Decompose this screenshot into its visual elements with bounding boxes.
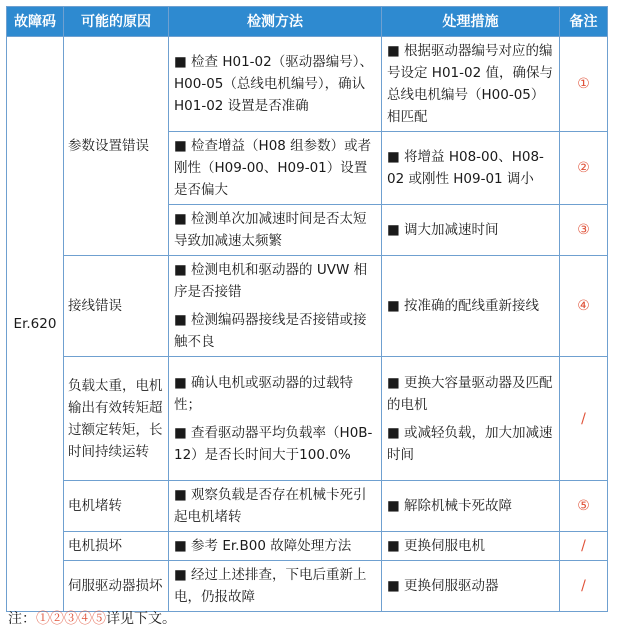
note-cell: / [560, 561, 608, 612]
cause-cell: 电机堵转 [64, 481, 169, 532]
action-cell: ■ 根据驱动器编号对应的编号设定 H01-02 值，确保与总线电机编号（H00-05）相匹配 [382, 37, 560, 132]
action-cell: ■ 解除机械卡死故障 [382, 481, 560, 532]
note-cell: ④ [560, 256, 608, 357]
action-cell: ■ 将增益 H08-00、H08-02 或刚性 H09-01 调小 [382, 132, 560, 205]
footnote-marks: ①②③④⑤ [36, 611, 106, 627]
check-cell: ■ 检测单次加减速时间是否太短导致加减速太频繁 [169, 205, 382, 256]
cause-cell: 参数设置错误 [64, 37, 169, 256]
check-cell [169, 357, 382, 481]
footnote-prefix: 注： [8, 611, 36, 627]
cause-cell: 接线错误 [64, 256, 169, 357]
table-row [7, 481, 608, 532]
action-line: ■ 按准确的配线重新接线 [387, 298, 540, 314]
note-cell: ② [560, 132, 608, 205]
cause-cell: 负载太重，电机输出有效转矩超过额定转矩，长时间持续运转 [64, 357, 169, 481]
footnote [8, 608, 176, 628]
check-line: ■ 查看驱动器平均负载率（H0B-12）是否长时间大于100.0% [174, 424, 373, 463]
action-line: ■ 更换大容量驱动器及匹配的电机 [387, 374, 553, 413]
action-cell: ■ 更换伺服驱动器 [382, 561, 560, 612]
note-cell: / [560, 357, 608, 481]
header-remark: 备注 [560, 7, 608, 37]
check-cell: ■ 参考 Er.B00 故障处理方法 [169, 532, 382, 561]
footnote-suffix: 详见下文。 [106, 611, 176, 627]
table-row [7, 561, 608, 612]
check-line: ■ 检测电机和驱动器的 UVW 相序是否接错 [174, 262, 368, 300]
table-row [7, 256, 608, 357]
check-cell [169, 256, 382, 357]
action-line: ■ 或减轻负载，加大加减速时间 [387, 424, 553, 463]
cause-cell: 电机损坏 [64, 532, 169, 561]
note-cell: ③ [560, 205, 608, 256]
check-cell: ■ 检查增益（H08 组参数）或者刚性（H09-00、H09-01）设置是否偏大 [169, 132, 382, 205]
check-cell: ■ 观察负载是否存在机械卡死引起电机堵转 [169, 481, 382, 532]
table-row [7, 532, 608, 561]
check-line: ■ 确认电机或驱动器的过载特性； [174, 374, 354, 413]
header-cause: 可能的原因 [64, 7, 169, 37]
fault-code-cell: Er.620 [7, 37, 64, 612]
note-cell: ① [560, 37, 608, 132]
check-cell: ■ 经过上述排查，下电后重新上电，仍报故障 [169, 561, 382, 612]
action-cell: ■ 更换伺服电机 [382, 532, 560, 561]
note-cell: / [560, 532, 608, 561]
cause-cell: 伺服驱动器损坏 [64, 561, 169, 612]
check-line: ■ 检测编码器接线是否接错或接触不良 [174, 312, 367, 350]
table-header-row [7, 7, 608, 37]
table-row [7, 37, 608, 132]
header-check-method: 检测方法 [169, 7, 382, 37]
fault-table [6, 6, 608, 612]
action-cell: ■ 调大加减速时间 [382, 205, 560, 256]
action-cell [382, 256, 560, 357]
action-cell [382, 357, 560, 481]
header-fault-code: 故障码 [7, 7, 64, 37]
note-cell: ⑤ [560, 481, 608, 532]
table-row [7, 357, 608, 481]
header-action: 处理措施 [382, 7, 560, 37]
check-cell: ■ 检查 H01-02（驱动器编号）、H00-05（总线电机编号），确认 H01-02 设置是否准确 [169, 37, 382, 132]
